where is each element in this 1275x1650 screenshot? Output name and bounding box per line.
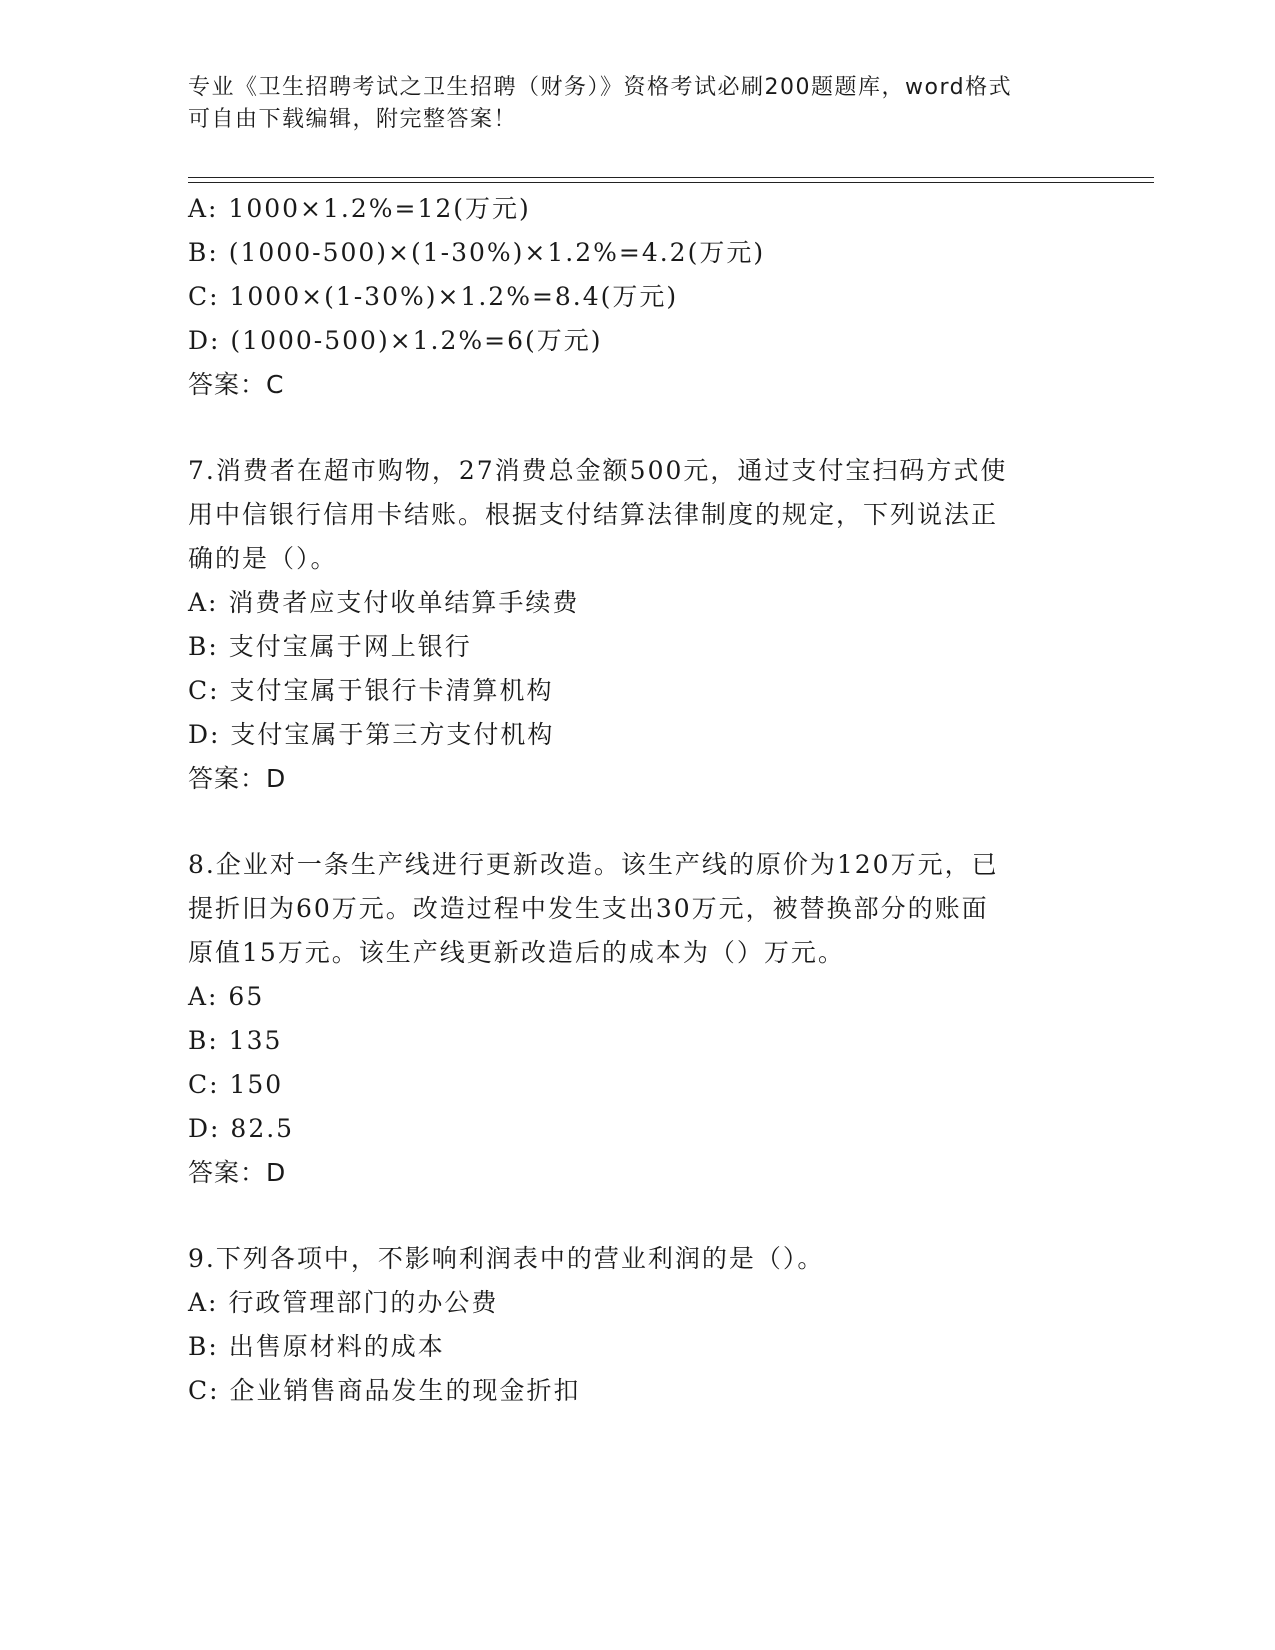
q7-option-a: A: 消费者应支付收单结算手续费 xyxy=(188,588,580,617)
q9-option-a: A: 行政管理部门的办公费 xyxy=(188,1288,499,1317)
q8-stem-line-2: 提折旧为60万元。改造过程中发生支出30万元，被替换部分的账面 xyxy=(188,894,989,923)
document-header xyxy=(188,72,1088,136)
q7-answer: 答案：D xyxy=(188,764,287,793)
q8-option-c: C: 150 xyxy=(188,1070,284,1099)
q8-stem-line-1: 8.企业对一条生产线进行更新改造。该生产线的原价为120万元，已 xyxy=(188,850,999,879)
q9-option-b: B: 出售原材料的成本 xyxy=(188,1332,445,1361)
q6-option-d: D: (1000-500)×1.2%=6(万元) xyxy=(188,326,603,355)
q6-option-a: A: 1000×1.2%=12(万元) xyxy=(188,194,531,223)
q8-stem-line-3: 原值15万元。该生产线更新改造后的成本为（）万元。 xyxy=(188,938,845,967)
q7-stem-line-1: 7.消费者在超市购物，27消费总金额500元，通过支付宝扫码方式使 xyxy=(188,456,1008,485)
q9-stem-line-1: 9.下列各项中，不影响利润表中的营业利润的是（）。 xyxy=(188,1244,825,1273)
q7-stem-line-3: 确的是（）。 xyxy=(188,544,338,573)
q6-option-c: C: 1000×(1-30%)×1.2%=8.4(万元) xyxy=(188,282,679,311)
header-title-line-1: 专业《卫生招聘考试之卫生招聘（财务）》资格考试必刷200题题库，word格式 xyxy=(188,75,1013,100)
q7-stem-line-2: 用中信银行信用卡结账。根据支付结算法律制度的规定，下列说法正 xyxy=(188,500,999,529)
header-rule-bottom xyxy=(188,182,1154,183)
q7-option-b: B: 支付宝属于网上银行 xyxy=(188,632,472,661)
header-title-line-2: 可自由下载编辑，附完整答案！ xyxy=(188,107,518,132)
q6-answer: 答案：C xyxy=(188,370,285,399)
q7-option-d: D: 支付宝属于第三方支付机构 xyxy=(188,720,555,749)
q8-option-a: A: 65 xyxy=(188,982,265,1011)
q6-option-b: B: (1000-500)×(1-30%)×1.2%=4.2(万元) xyxy=(188,238,766,267)
q8-option-b: B: 135 xyxy=(188,1026,283,1055)
q8-answer: 答案：D xyxy=(188,1158,287,1187)
header-rule-top xyxy=(188,177,1154,178)
q8-option-d: D: 82.5 xyxy=(188,1114,295,1143)
q9-option-c: C: 企业销售商品发生的现金折扣 xyxy=(188,1376,581,1405)
q7-option-c: C: 支付宝属于银行卡清算机构 xyxy=(188,676,554,705)
